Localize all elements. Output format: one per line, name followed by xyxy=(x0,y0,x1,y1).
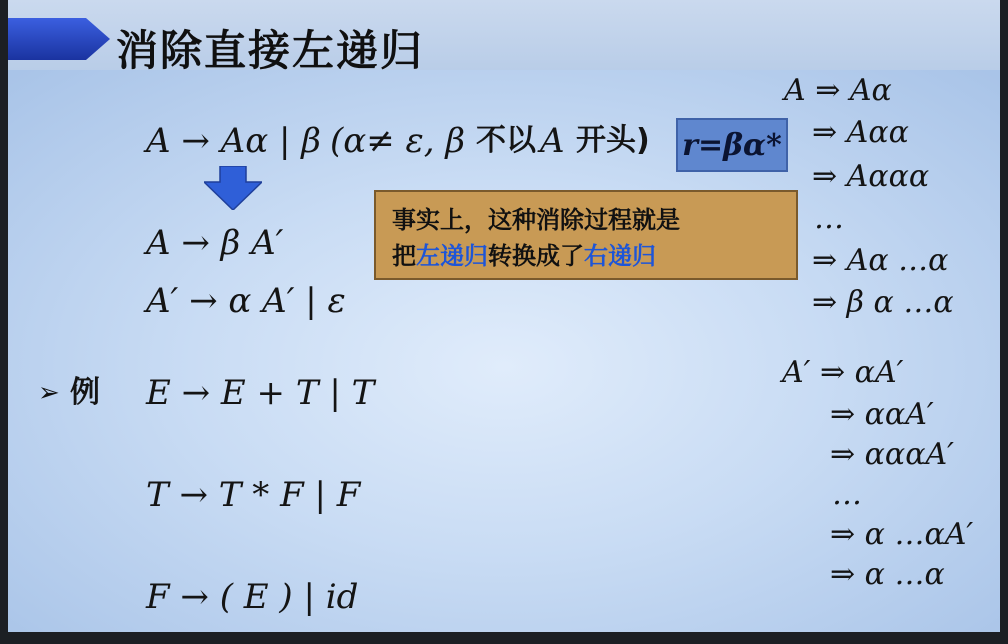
derivation-a-prime-1: ⇒ ααA′ xyxy=(830,397,934,432)
note-text: 转换成了 xyxy=(488,242,584,270)
derivation-a-prime-2: ⇒ αααA′ xyxy=(830,437,954,472)
note-line-1: 事实上，这种消除过程就是 xyxy=(392,206,680,234)
note-text: 把 xyxy=(392,242,416,270)
derivation-a-0: A ⇒ Aα xyxy=(784,73,892,108)
down-arrow-icon xyxy=(204,166,262,210)
rule-production: A → Aα | β xyxy=(146,121,321,161)
transformed-line-2: A′ → α A′ | ε xyxy=(146,281,346,321)
derivation-a-prime-0: A′ ⇒ αA′ xyxy=(782,355,904,390)
derivation-a-prime-5: ⇒ α …α xyxy=(830,557,945,592)
note-line-2 xyxy=(392,238,780,274)
derivation-a-3: … xyxy=(814,201,844,236)
example-line-3: F → ( E ) | id xyxy=(146,577,359,617)
example-bullet-icon: ➢ xyxy=(38,378,60,408)
rule-condition-cjk: 不以 xyxy=(476,123,536,158)
derivation-a-2: ⇒ Aααα xyxy=(812,159,930,194)
derivation-a-prime-4: ⇒ α …αA′ xyxy=(830,517,974,552)
formula-text: r=βα* xyxy=(682,127,782,163)
rule-condition-a: A xyxy=(540,121,565,161)
slide xyxy=(8,0,1000,632)
example-line-1: E → E + T | T xyxy=(146,373,375,413)
derivation-a-4: ⇒ Aα …α xyxy=(812,243,949,278)
note-box xyxy=(374,190,798,280)
transformed-line-1: A → β A′ xyxy=(146,223,284,263)
example-label: 例 xyxy=(70,375,100,410)
rule-condition-open: (α≠ ε, β xyxy=(330,121,466,161)
derivation-a-5: ⇒ β α …α xyxy=(812,285,954,320)
example-line-2: T → T * F | F xyxy=(146,475,361,515)
derivation-a-prime-3: … xyxy=(832,477,862,512)
derivation-a-1: ⇒ Aαα xyxy=(812,115,909,150)
note-highlight-left-recursion: 左递归 xyxy=(416,242,488,270)
title-arrow-icon xyxy=(8,14,112,64)
page-title: 消除直接左递归 xyxy=(116,26,425,75)
note-highlight-right-recursion: 右递归 xyxy=(584,242,656,270)
formula-box xyxy=(676,118,788,172)
rule-condition-end: 开头) xyxy=(576,123,650,158)
